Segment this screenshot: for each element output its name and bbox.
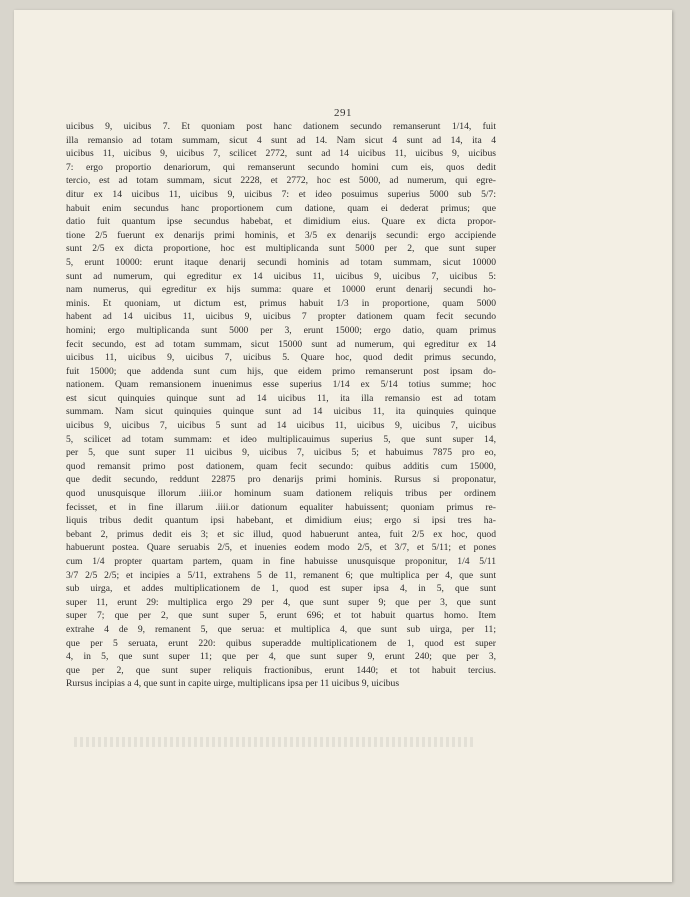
- text-line: quod unusquisque illorum .iiii.or hominum suam dationem reliquis tribus per ordinem: [66, 488, 496, 500]
- text-line: 4, in 5, que sunt super 11; que per 4, que sunt super 9, erunt 240; que per 3,: [66, 651, 496, 663]
- text-line: homini; ergo multiplicanda sunt 5000 per 3, erunt 15000; ergo datio, quam primus: [66, 324, 496, 336]
- text-line: bebant 2, primus dedit eis 3; et sic illud, quod habuerunt antea, fuit 2/5 ex hoc, quod: [66, 528, 496, 540]
- text-line: sub uirga, et addes multiplicationem de 1, quod est super ipsa 4, in 5, que sunt: [66, 583, 496, 595]
- text-line: fuit 15000; que addenda sunt cum hijs, que eidem primo remanserunt post ipsam do-: [66, 365, 496, 377]
- text-line: fecit secundo, est ad totam summam, sicut 15000 sunt ad numerum, qui egreditur ex 14: [66, 338, 496, 350]
- text-line: 5, scilicet ad totam summam: et ideo multiplicauimus superius 5, que sunt super 14,: [66, 433, 496, 445]
- text-line: 7: ergo proportio denariorum, qui remanserunt secundo homini cum eis, quos dedit: [66, 161, 496, 173]
- text-line: liquis tribus dedit quantum ipsi habebant, et dimidium eius; ergo si ipsi tres ha-: [66, 515, 496, 527]
- text-line: summam. Nam sicut quinquies quinque sunt ad 14 uicibus 11, ita quinquies quinque: [66, 406, 496, 418]
- show-through-bleed: [74, 737, 474, 747]
- text-line: nationem. Quam remansionem inuenimus esse superius 1/14 ex 5/14 totius summe; hoc: [66, 379, 496, 391]
- text-line: 5, erunt 10000: erunt itaque denarij secundi hominis ad totam summam, sicut 10000: [66, 256, 496, 268]
- text-line: habent ad 14 uicibus 11, uicibus 9, uicibus 7 propter dationem quam fecit secundo: [66, 311, 496, 323]
- text-line: datio fuit quantum ipse secundus habebat, et dimidium eius. Quare ex dicta propor-: [66, 216, 496, 228]
- text-line: uicibus 11, uicibus 9, uicibus 7, uicibus 5. Quare hoc, quod dedit primus secundo,: [66, 352, 496, 364]
- body-text: [66, 120, 496, 691]
- text-line: nam numerus, qui egreditur ex hijs summa: quare et 10000 erunt denarij secundi ho-: [66, 284, 496, 296]
- text-line: uicibus 11, uicibus 9, uicibus 7, scilicet 2772, sunt ad 14 uicibus 11, uicibus 9, uicibus: [66, 148, 496, 160]
- text-line: quod remansit primo post dationem, quam fecit secundo: quibus additis cum 15000,: [66, 460, 496, 472]
- page-number: 291: [334, 107, 352, 119]
- text-line: que per 5 seruata, erunt 220: quibus superadde multiplicationem de 1, quod est super: [66, 637, 496, 649]
- text-line: extrahe 4 de 9, remanent 5, que serua: et multiplica 4, que sunt sub uirga, per 11;: [66, 623, 496, 635]
- text-line: per 5, que sunt super 11 uicibus 9, uicibus 7, uicibus 5; et habuimus 7875 pro eo,: [66, 447, 496, 459]
- text-line: illa remansio ad totam summam, sicut 4 sunt ad 14. Nam sicut 4 sunt ad 14, ita 4: [66, 134, 496, 146]
- text-line: sunt 2/5 ex dicta proportione, hoc est multiplicanda sunt 5000 per 2, que sunt super: [66, 243, 496, 255]
- text-line: super 7; que per 2, que sunt super 5, erunt 696; et tot habuit quartus homo. Item: [66, 610, 496, 622]
- text-line: tione 2/5 fuerunt ex denarijs primi hominis, et 3/5 ex denarijs secundi: ergo accipiende: [66, 229, 496, 241]
- text-line: que per 2, que sunt super reliquis fractionibus, erunt 1440; et tot habuit tercius.: [66, 664, 496, 676]
- text-line: habuerunt postea. Quare seruabis 2/5, et inuenies eodem modo 2/5, et 3/7, et 5/11; et pones: [66, 542, 496, 554]
- text-line: cum 1/4 propter quartam partem, quam in fine habuisse unusquisque proponitur, 1/4 5/11: [66, 556, 496, 567]
- text-line: habuit enim secundus hanc proportionem cum datione, quam ei dederat primus; que: [66, 202, 496, 214]
- text-line: Rursus incipias a 4, que sunt in capite uirge, multiplicans ipsa per 11 uicibus 9, uicibus: [66, 678, 400, 690]
- text-line: minis. Et quoniam, ut dictum est, primus habuit 1/3 in proportione, quam 5000: [66, 297, 496, 309]
- text-line: ditur ex 14 uicibus 11, uicibus 9, uicibus 7: et ideo posuimus superius 5000 sub 5/7:: [66, 188, 496, 200]
- text-line: que dedit secundo, reddunt 22875 pro denarijs primi hominis. Rursus si proponatur,: [66, 474, 496, 486]
- text-line: fecisset, et in fine illarum .iiii.or dationum equaliter habuissent; quoniam primus re-: [66, 501, 496, 513]
- text-line: uicibus 9, uicibus 7, uicibus 5 sunt ad 14 uicibus 11, uicibus 9, uicibus 7, uicibus: [66, 420, 496, 432]
- text-line: est sicut quinquies quinque sunt ad 14 uicibus 11, ita illa remansio est ad totam: [66, 392, 496, 404]
- text-line: uicibus 9, uicibus 7. Et quoniam post hanc dationem secundo remanserunt 1/14, fuit: [66, 121, 496, 132]
- manuscript-page: [14, 10, 672, 882]
- text-line: super 11, erunt 29: multiplica ergo 29 per 4, que sunt super 9; que per 3, que sunt: [66, 596, 496, 608]
- text-line: tercio, est ad totam summam, sicut 2228, et 2772, hoc est 5000, ad numerum, qui egre-: [66, 175, 496, 187]
- text-line: 3/7 2/5 2/5; et incipies a 5/11, extrahens 5 de 11, remanent 6; que multiplica per 4, que sunt: [66, 569, 496, 581]
- text-line: sunt ad numerum, qui egreditur ex 14 uicibus 11, uicibus 9, uicibus 7, uicibus 5:: [66, 270, 496, 282]
